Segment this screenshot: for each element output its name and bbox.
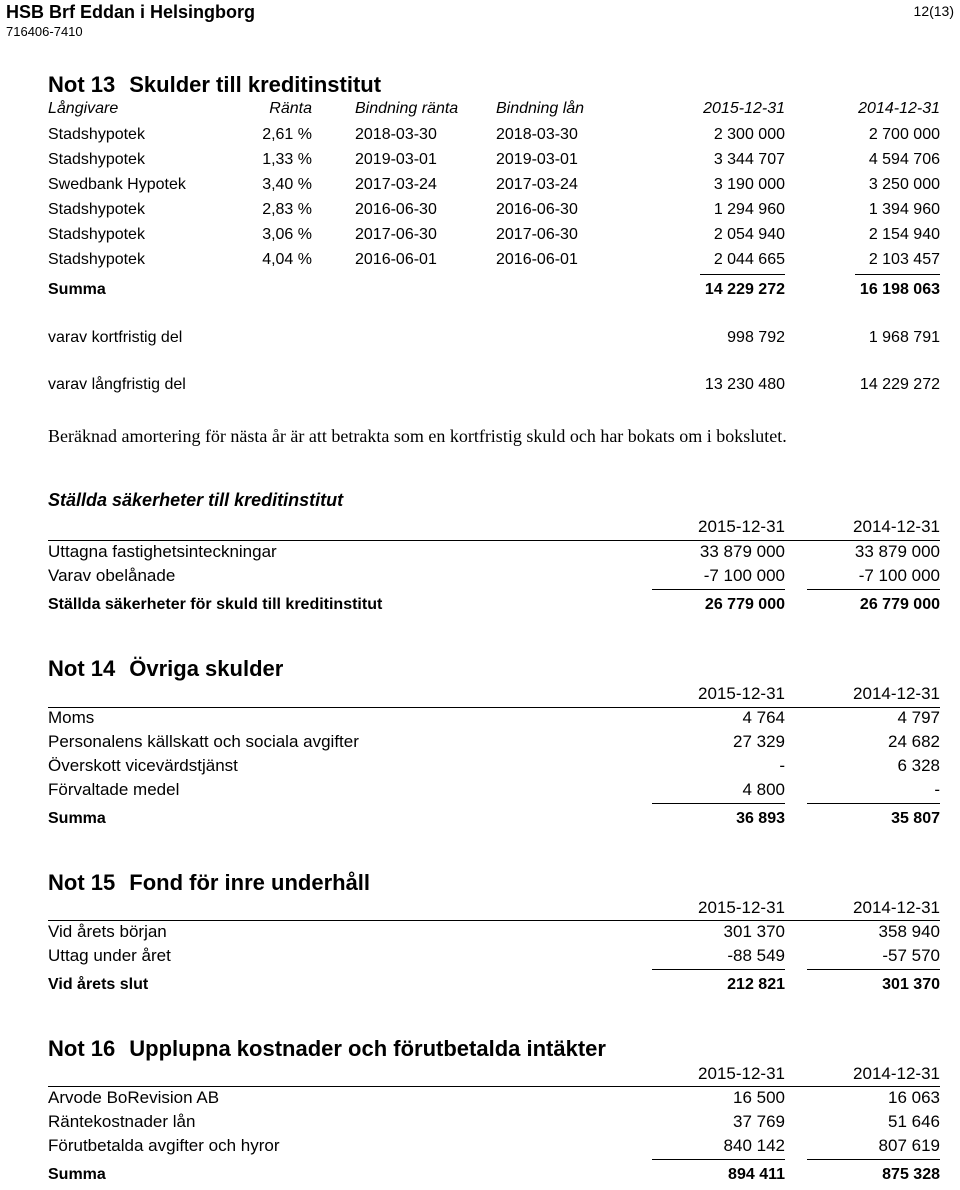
pledged-column-headers [48,517,940,541]
short-term-row [48,329,940,353]
value-2015: -7 100 000 [703,566,785,585]
row-label: Moms [48,708,95,727]
note14-title [48,656,283,682]
table-row [48,708,940,732]
row-label: Uttagna fastighetsinteckningar [48,542,277,561]
row-label: Personalens källskatt och sociala avgifter [48,732,359,751]
note16-title [48,1036,606,1062]
note15-number: Not 15 [48,870,116,895]
total-2014: 301 370 [882,976,940,993]
column-header-2014: 2014-12-31 [853,517,940,536]
value-2015: 840 142 [723,1136,785,1155]
divider [652,589,785,590]
column-header-rate: Ränta [269,100,312,117]
note13-column-headers [48,100,940,124]
amortization-note: Beräknad amortering för nästa år är att betrakta som en kortfristig skuld och har bokats om i bokslutet. [48,426,787,446]
table-row [48,1112,940,1136]
value-2015: 27 329 [733,732,785,751]
table-row [48,542,940,566]
note14-heading: Övriga skulder [129,656,284,681]
amount-2015: 2 044 665 [713,251,785,268]
table-row [48,780,940,804]
note13-number: Not 13 [48,72,116,97]
page-number: 12(13) [913,3,954,19]
divider [652,803,785,804]
column-header-2015: 2015-12-31 [698,1064,785,1083]
table-row [48,732,940,756]
divider [700,274,785,275]
column-header-2015: 2015-12-31 [698,684,785,703]
total-2015: 26 779 000 [704,596,785,613]
column-header-loan-binding: Bindning lån [496,100,585,117]
note14-number: Not 14 [48,656,116,681]
short-term-2015: 998 792 [727,329,785,346]
amount-2014: 3 250 000 [868,176,940,193]
loan-binding-date: 2017-03-24 [496,176,578,193]
value-2014: 358 940 [878,922,940,941]
total-label: Vid årets slut [48,976,149,993]
rate-binding-date: 2017-03-24 [355,176,437,193]
table-row [48,1136,940,1160]
note13-heading: Skulder till kreditinstitut [129,72,382,97]
divider [807,1159,940,1160]
amount-2014: 2 700 000 [868,126,940,143]
value-2015: 37 769 [733,1112,785,1131]
value-2014: -57 570 [882,946,940,965]
lender-name: Stadshypotek [48,151,145,168]
interest-rate: 4,04 % [262,251,312,268]
column-header-2015: 2015-12-31 [698,517,785,536]
short-term-2014: 1 968 791 [868,329,940,346]
rate-binding-date: 2018-03-30 [355,126,437,143]
divider [48,1086,940,1087]
column-header-2014: 2014-12-31 [853,898,940,917]
total-2015: 212 821 [727,976,785,993]
column-header-2015: 2015-12-31 [698,898,785,917]
table-row [48,176,940,200]
total-2014: 26 779 000 [859,596,940,613]
total-2014: 875 328 [882,1166,940,1183]
loan-binding-date: 2016-06-30 [496,201,578,218]
table-row [48,126,940,150]
table-row [48,946,940,970]
short-term-label: varav kortfristig del [48,329,183,346]
value-2014: 33 879 000 [854,542,940,561]
lender-name: Stadshypotek [48,226,145,243]
organization-name: HSB Brf Eddan i Helsingborg [6,2,256,22]
row-label: Räntekostnader lån [48,1112,196,1131]
long-term-2015: 13 230 480 [704,376,785,393]
row-label: Förvaltade medel [48,780,180,799]
amount-2014: 4 594 706 [868,151,940,168]
divider [652,1159,785,1160]
column-header-2015: 2015-12-31 [703,100,785,117]
value-2014: 6 328 [897,756,940,775]
value-2015: 4 800 [742,780,785,799]
column-header-2014: 2014-12-31 [853,684,940,703]
value-2014: -7 100 000 [858,566,940,585]
row-label: Vid årets början [48,922,167,941]
rate-binding-date: 2016-06-01 [355,251,437,268]
value-2014: 51 646 [888,1112,940,1131]
note14-column-headers [48,684,940,708]
table-row [48,1088,940,1112]
value-2014: 4 797 [897,708,940,727]
lender-name: Stadshypotek [48,126,145,143]
divider [807,969,940,970]
lender-name: Stadshypotek [48,251,145,268]
amount-2015: 3 344 707 [713,151,785,168]
interest-rate: 2,83 % [262,201,312,218]
organization-number: 716406-7410 [6,24,83,39]
amount-2015: 2 054 940 [713,226,785,243]
total-2014: 35 807 [891,810,940,827]
divider [855,274,940,275]
value-2015: -88 549 [727,946,785,965]
divider [48,920,940,921]
note16-heading: Upplupna kostnader och förutbetalda intäkter [129,1036,606,1061]
long-term-row [48,376,940,400]
column-header-2014: 2014-12-31 [858,100,940,117]
rate-binding-date: 2017-06-30 [355,226,437,243]
value-2015: 33 879 000 [699,542,785,561]
value-2015: 16 500 [733,1088,785,1107]
note15-column-headers [48,898,940,922]
sum-2014: 16 198 063 [859,281,940,298]
total-label: Ställda säkerheter för skuld till kreditinstitut [48,596,383,613]
row-label: Varav obelånade [48,566,176,585]
column-header-rate-binding: Bindning ränta [355,100,459,117]
loan-binding-date: 2019-03-01 [496,151,578,168]
note16-total-row [48,1166,940,1190]
loan-binding-date: 2016-06-01 [496,251,578,268]
divider [48,540,940,541]
table-row [48,151,940,175]
table-row [48,922,940,946]
table-row [48,756,940,780]
table-row [48,201,940,225]
loan-binding-date: 2018-03-30 [496,126,578,143]
value-2014: 807 619 [878,1136,940,1155]
value-2014: 24 682 [888,732,940,751]
value-2015: - [779,756,785,775]
row-label: Överskott vicevärdstjänst [48,756,238,775]
row-label: Förutbetalda avgifter och hyror [48,1136,280,1155]
value-2014: 16 063 [888,1088,940,1107]
column-header-2014: 2014-12-31 [853,1064,940,1083]
interest-rate: 2,61 % [262,126,312,143]
amount-2015: 2 300 000 [713,126,785,143]
sum-2015: 14 229 272 [704,281,785,298]
amount-2015: 1 294 960 [713,201,785,218]
note13-title [48,72,381,98]
divider [807,589,940,590]
lender-name: Swedbank Hypotek [48,176,186,193]
interest-rate: 3,06 % [262,226,312,243]
amount-2015: 3 190 000 [713,176,785,193]
note16-column-headers [48,1064,940,1088]
value-2015: 301 370 [723,922,785,941]
amount-2014: 1 394 960 [868,201,940,218]
loan-binding-date: 2017-06-30 [496,226,578,243]
divider [807,803,940,804]
rate-binding-date: 2019-03-01 [355,151,437,168]
total-label: Summa [48,1166,106,1183]
column-header-lender: Långivare [48,100,119,117]
row-label: Uttag under året [48,946,171,965]
amount-2014: 2 154 940 [868,226,940,243]
value-2014: - [934,780,940,799]
pledged-total-row [48,596,940,620]
rate-binding-date: 2016-06-30 [355,201,437,218]
interest-rate: 1,33 % [262,151,312,168]
note15-heading: Fond för inre underhåll [129,870,371,895]
pledged-title: Ställda säkerheter till kreditinstitut [48,490,344,510]
row-label: Arvode BoRevision AB [48,1088,220,1107]
sum-label: Summa [48,281,106,298]
table-row [48,566,940,590]
amount-2014: 2 103 457 [868,251,940,268]
lender-name: Stadshypotek [48,201,145,218]
note15-total-row [48,976,940,1000]
total-label: Summa [48,810,106,827]
note14-total-row [48,810,940,834]
total-2015: 36 893 [736,810,785,827]
long-term-label: varav långfristig del [48,376,186,393]
table-row [48,251,940,275]
note15-title [48,870,370,896]
note16-number: Not 16 [48,1036,116,1061]
interest-rate: 3,40 % [262,176,312,193]
note13-sum-row [48,281,940,305]
table-row [48,226,940,250]
divider [652,969,785,970]
value-2015: 4 764 [742,708,785,727]
total-2015: 894 411 [728,1166,785,1183]
long-term-2014: 14 229 272 [859,376,940,393]
